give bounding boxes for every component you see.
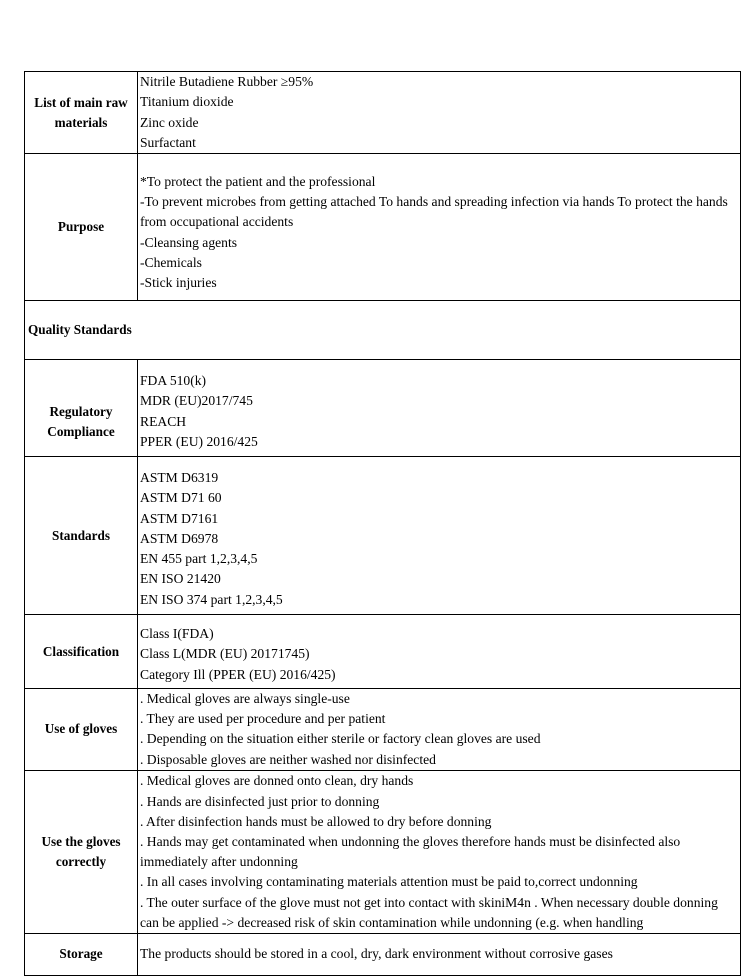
content-clip [140,771,740,932]
row-label-storage: Storage [25,933,138,975]
row-content-classification [138,615,741,689]
row-content-regulatory-compliance [138,360,741,457]
list-item: -Stick injuries [140,274,217,290]
list-item: FDA 510(k) [140,373,207,389]
row-label-use-gloves-correctly: Use the gloves correctly [25,770,138,933]
list-item: . The outer surface of the glove must not get into contact with skiniM4n . When necessary double donning can be applied -> decreased risk of skin contamination while undonning (e.g. when handling [140,894,718,930]
list-item: Surfactant [140,134,196,150]
list-item: Class I(FDA) [140,626,214,642]
section-title-quality-standards: Quality Standards [25,301,741,360]
row-label-use-of-gloves: Use of gloves [25,689,138,771]
list-item: . Disposable gloves are neither washed nor disinfected [140,751,436,767]
list-item: . Hands are disinfected just prior to donning [140,793,380,809]
list-item: REACH [140,413,187,429]
table-row-purpose [25,154,741,301]
list-item: Zinc oxide [140,114,199,130]
row-content-purpose [138,154,741,301]
row-content-raw-materials [138,72,741,154]
list-item: *To protect the patient and the professional [140,173,376,189]
table-row-regulatory-compliance [25,360,741,457]
list-item: Titanium dioxide [140,94,234,110]
list-item: Class L(MDR (EU) 20171745) [140,646,310,662]
list-item: . After disinfection hands must be allowed to dry before donning [140,813,492,829]
table-row-storage [25,933,741,975]
section-row-quality-standards [25,301,741,360]
row-content-use-gloves-correctly [138,770,741,933]
list-item: -Chemicals [140,254,202,270]
row-content-storage [138,933,741,975]
row-label-standards: Standards [25,457,138,615]
list-item: MDR (EU)2017/745 [140,393,253,409]
list-item: -Cleansing agents [140,234,238,250]
list-item: PPER (EU) 2016/425 [140,433,258,449]
list-item: EN 455 part 1,2,3,4,5 [140,551,258,567]
list-item: EN ISO 374 part 1,2,3,4,5 [140,591,283,607]
row-label-regulatory-compliance [25,360,138,457]
table-row-use-of-gloves [25,689,741,771]
list-item: . Medical gloves are always single-use [140,691,350,706]
list-item: ASTM D6978 [140,530,219,546]
list-item: -To prevent microbes from getting attached To hands and spreading infection via hands To protect the hands from occupational accidents [140,194,728,230]
list-item: . In all cases involving contaminating materials attention must be paid to,correct undonning [140,874,638,890]
row-content-use-of-gloves [138,689,741,771]
list-item: ASTM D71 60 [140,490,222,506]
list-item: ASTM D7161 [140,510,219,526]
list-item: The products should be stored in a cool, dry, dark environment without corrosive gases [140,946,613,962]
list-item: ASTM D6319 [140,470,219,486]
specification-table [24,71,741,976]
table-row-classification [25,615,741,689]
list-item: . Medical gloves are donned onto clean, dry hands [140,773,414,789]
list-item: . They are used per procedure and per patient [140,711,386,727]
row-content-standards [138,457,741,615]
list-item: Category Ill (PPER (EU) 2016/425) [140,666,336,682]
list-item: . Hands may get contaminated when undonning the gloves therefore hands must be disinfected also immediately after undonning [140,833,681,870]
table-row-raw-materials [25,72,741,154]
table-row-use-gloves-correctly [25,770,741,933]
list-item: Nitrile Butadiene Rubber ≥95% [140,74,314,90]
list-item: . Depending on the situation either sterile or factory clean gloves are used [140,731,541,747]
row-label-raw-materials: List of main raw materials [25,72,138,154]
row-label-classification: Classification [25,615,138,689]
row-label-purpose: Purpose [25,154,138,301]
list-item: EN ISO 21420 [140,571,221,587]
row-label-text: Regulatory Compliance [47,404,115,439]
table-row-standards [25,457,741,615]
